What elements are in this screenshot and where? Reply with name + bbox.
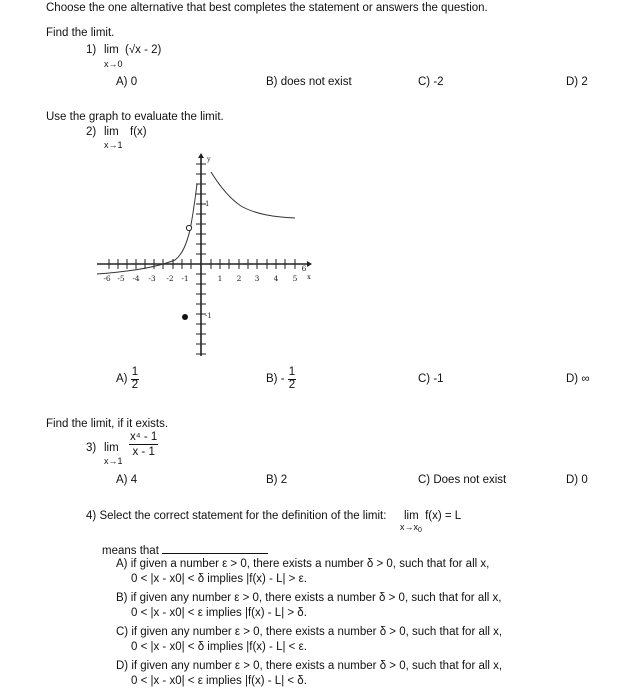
q2-choice-d[interactable]: D) ∞	[566, 373, 590, 385]
q3-number: 3)	[86, 442, 97, 454]
q3-choice-c[interactable]: C) Does not exist	[418, 474, 507, 486]
q4-prompt: 4) Select the correct statement for the definition of the limit:	[86, 510, 387, 522]
q4-option-b[interactable]: B) if given any number ε > 0, there exists a number δ > 0, such that for all x,	[116, 592, 502, 604]
q1-number: 1)	[86, 44, 97, 56]
x-tick-label: 1	[217, 274, 223, 283]
q4-option-a-condition: 0 < |x - x0| < δ implies |f(x) - L| > ε.	[131, 573, 307, 585]
function-graph	[95, 150, 315, 362]
q2-choice-b[interactable]: B) - $\frac{1}{2}$	[266, 366, 296, 391]
q4-lim: lim f(x) = L	[404, 510, 462, 522]
x-tick-label: -5	[117, 274, 125, 283]
instructions: Choose the one alternative that best completes the statement or answers the question.	[46, 2, 488, 14]
q2-choice-c[interactable]: C) -1	[418, 373, 444, 385]
q4-option-b-condition: 0 < |x - x0| < ε implies |f(x) - L| > δ.	[131, 607, 307, 619]
q4-option-c[interactable]: C) if given any number ε > 0, there exists a number δ > 0, such that for all x,	[116, 626, 503, 638]
x-axis-label: x	[307, 273, 311, 281]
y-tick-label: -1	[205, 312, 212, 320]
q4-approach: $x\to x_0$	[400, 522, 422, 534]
x-tick-label: -6	[103, 274, 111, 283]
x-tick-label: 6	[301, 264, 307, 273]
x-tick-label: -2	[166, 274, 174, 283]
q4-option-d[interactable]: D) if given any number ε > 0, there exists a number δ > 0, such that for all x,	[116, 660, 503, 672]
y-axis-label: y	[207, 155, 211, 163]
x-tick-label: 3	[254, 274, 260, 283]
x-axis-arrow-icon	[307, 261, 312, 267]
q4-option-a[interactable]: A) if given a number ε > 0, there exists a number δ > 0, such that for all x,	[116, 558, 490, 570]
q2-choice-a[interactable]: A) $\frac{1}{2}$	[116, 366, 139, 391]
q1-choice-b[interactable]: B) does not exist	[266, 76, 352, 88]
q3-lim: lim	[104, 442, 119, 454]
q4-means-that: means that	[102, 543, 268, 557]
q4-option-d-condition: 0 < |x - x0| < ε implies |f(x) - L| < δ.	[131, 675, 307, 687]
q3-choice-d[interactable]: D) 0	[566, 474, 588, 486]
q2-number: 2)	[86, 126, 97, 138]
q3-fraction	[129, 432, 158, 458]
q1-section-heading: Find the limit.	[46, 27, 115, 39]
x-tick-label: -4	[132, 274, 140, 283]
q2-section-heading: Use the graph to evaluate the limit.	[46, 111, 224, 123]
q2-expression: f(x)	[130, 126, 147, 138]
q1-approach: x→0	[104, 59, 123, 69]
q1-expression: (√x - 2)	[125, 44, 162, 56]
x-tick-label: -3	[148, 274, 156, 283]
q4-option-c-condition: 0 < |x - x0| < δ implies |f(x) - L| < ε.	[131, 641, 307, 653]
x-tick-label: 4	[273, 274, 279, 283]
q3-denominator: x - 1	[132, 445, 155, 458]
x-tick-label: -1	[181, 274, 189, 283]
q1-lim: lim	[104, 44, 119, 56]
y-tick-label: 1	[205, 200, 210, 208]
q1-choice-c[interactable]: C) -2	[418, 76, 444, 88]
y-axis-arrow-icon	[198, 153, 204, 158]
q2-lim: lim	[104, 126, 119, 138]
x-tick-label: 5	[292, 274, 298, 283]
q1-choice-d[interactable]: D) 2	[566, 76, 588, 88]
q3-section-heading: Find the limit, if it exists.	[46, 418, 169, 430]
open-point	[186, 225, 191, 230]
curve-right-branch	[211, 172, 295, 218]
filled-point	[182, 314, 188, 320]
q3-approach: x→1	[104, 456, 123, 466]
x-tick-label: 2	[236, 274, 242, 283]
answer-blank	[162, 543, 268, 554]
q1-choice-a[interactable]: A) 0	[116, 76, 138, 88]
q3-choice-a[interactable]: A) 4	[116, 474, 138, 486]
q3-numerator: x⁴ - 1	[130, 431, 158, 443]
q3-choice-b[interactable]: B) 2	[266, 474, 288, 486]
q2-approach: x→1	[104, 140, 123, 150]
